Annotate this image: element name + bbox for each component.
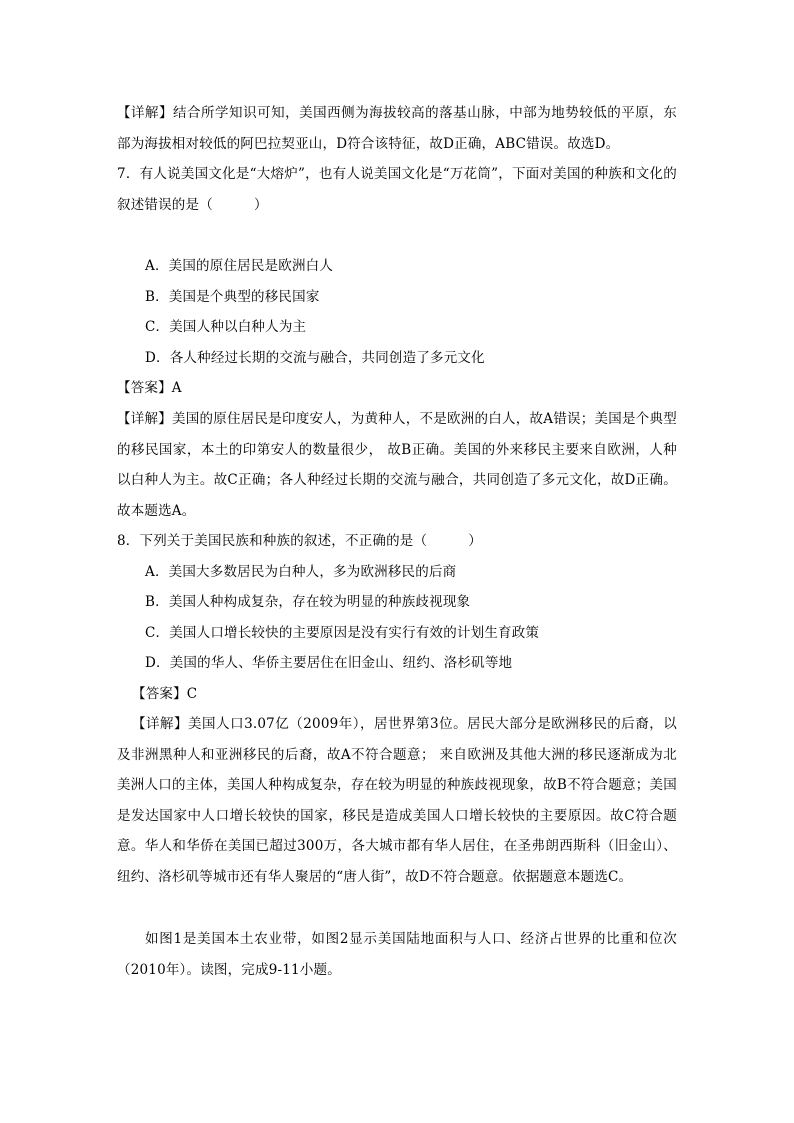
q8-option-b: B．美国人种构成复杂，存在较为明显的种族歧视现象 [145, 594, 471, 610]
q7-option-b: B．美国是个典型的移民国家 [145, 289, 320, 305]
q7-option-a: A．美国的原住居民是欧洲白人 [145, 258, 334, 274]
intro-text: 如图1是美国本土农业带，如图2显示美国陆地面积与人口、经济占世界的比重和位次（2010年）。读图，完成9-11小题。 [117, 931, 677, 978]
q8-option-d: D．美国的华人、华侨主要居住在旧金山、纽约、洛杉矶等地 [145, 655, 513, 671]
q7-option-d: D．各人种经过长期的交流与融合，共同创造了多元文化 [145, 350, 485, 366]
q7-answer: 【答案】A [117, 380, 182, 396]
q7-option-c: C．美国人种以白种人为主 [145, 319, 307, 335]
q8-answer: 【答案】C [132, 686, 198, 702]
q7-detail: 【详解】美国的原住居民是印度安人，为黄种人，不是欧洲的白人，故A错误；美国是个典型的移民国家，本土的印第安人的数量很少， 故B正确。美国的外来移民主要来自欧洲，人种以白种人为主。故C正确；各人种经过长期的交流与融合，共同创造了多元文化，故D正确。故本题选A。 [117, 411, 677, 519]
q8-detail: 【详解】美国人口3.07亿（2009年），居世界第3位。居民大部分是欧洲移民的后裔，以及非洲黑种人和亚洲移民的后裔，故A不符合题意； 来自欧洲及其他大洲的移民逐渐成为北美洲人口的主体，美国人种构成复杂，存在较为明显的种族歧视现象，故B不符合题意；美国是发达国家中人口增长较快的国家，移民是造成美国人口增长较快的主要原因。故C符合题意。华人和华侨在美国已超过300万，各大城市都有华人居住，在圣弗朗西斯科（旧金山）、纽约、洛杉矶等城市还有华人聚居的“唐人街”，故D不符合题意。依据题意本题选C。 [117, 716, 677, 885]
q8-option-a: A．美国大多数居民为白种人，多为欧洲移民的后商 [145, 564, 457, 580]
q7-stem: 7．有人说美国文化是“大熔炉”，也有人说美国文化是“万花筒”，下面对美国的种族和文化的叙述错误的是（ ） [117, 166, 677, 213]
q8-stem: 8．下列关于美国民族和种族的叙述，不正确的是（ ） [117, 533, 482, 549]
q6-detail: 【详解】结合所学知识可知，美国西侧为海拔较高的落基山脉，中部为地势较低的平原，东部为海拔相对较低的阿巴拉契亚山，D符合该特征，故D正确，ABC错误。故选D。 [117, 105, 677, 152]
q8-option-c: C．美国人口增长较快的主要原因是没有实行有效的计划生育政策 [145, 625, 540, 641]
